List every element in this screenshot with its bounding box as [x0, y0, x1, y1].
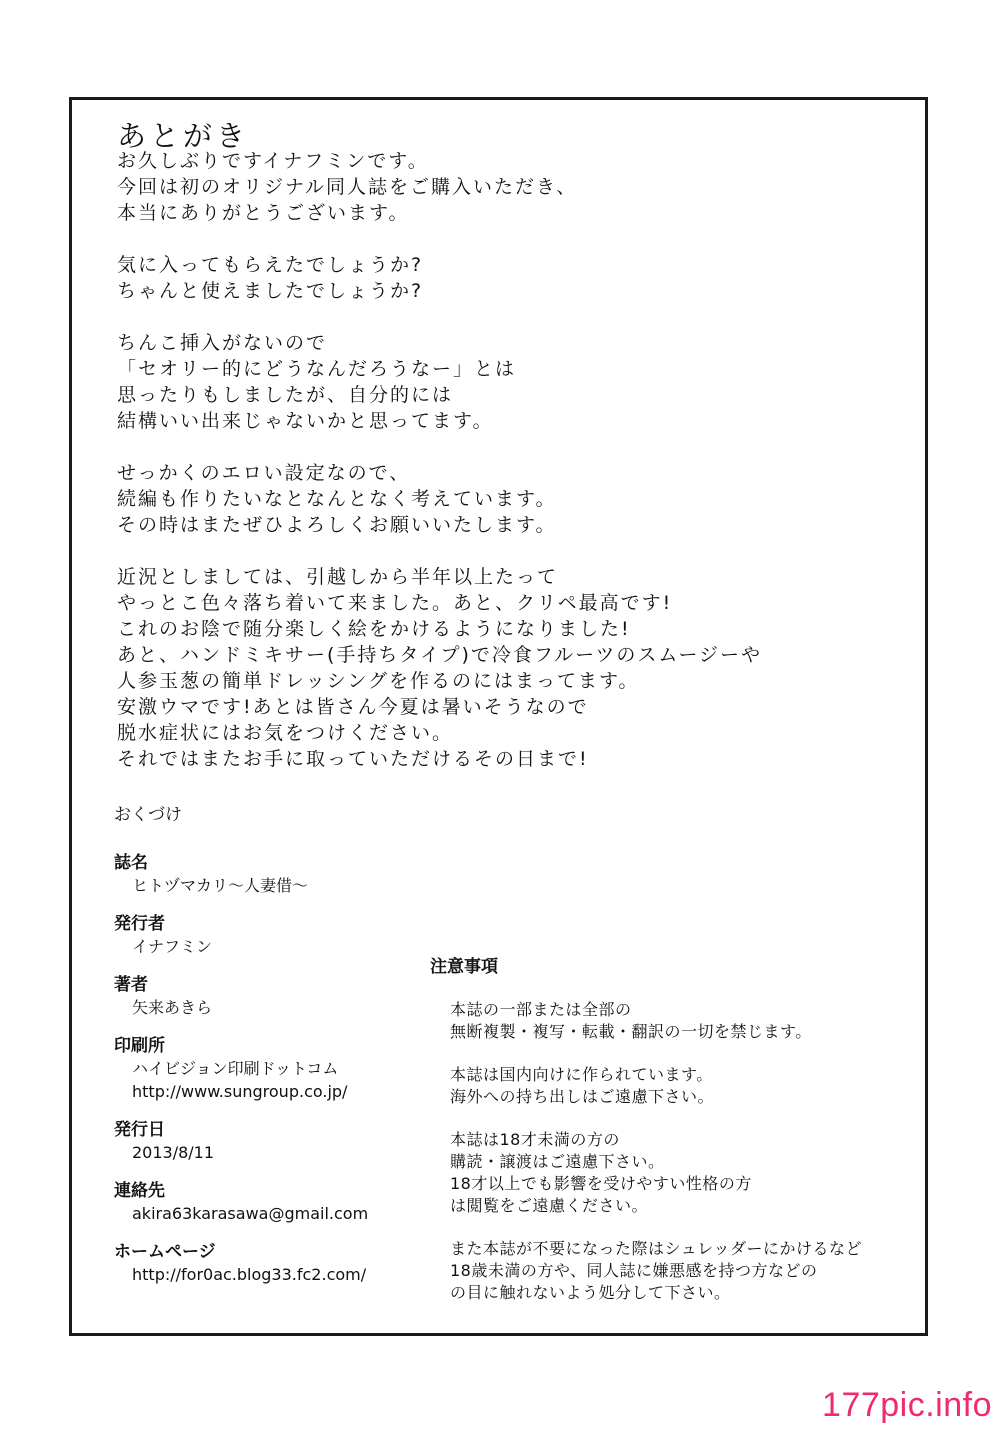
afterword-line: せっかくのエロい設定なので、: [117, 462, 411, 484]
afterword-line: お久しぶりですイナフミンです。: [117, 150, 429, 172]
colophon-field-value: http://www.sungroup.co.jp/: [132, 1082, 348, 1101]
colophon-field-value: 矢来あきら: [132, 998, 213, 1017]
colophon-title: おくづけ: [114, 805, 182, 825]
afterword-line: 人参玉葱の簡単ドレッシングを作るのにはまってます。: [117, 670, 640, 692]
notes-block: [450, 1238, 920, 1304]
colophon-field-value: 2013/8/11: [132, 1143, 215, 1162]
afterword-line: 「セオリー的にどうなんだろうなー」とは: [117, 358, 517, 380]
notes-line: 18歳未満の方や、同人誌に嫌悪感を持つ方などの: [450, 1261, 818, 1280]
notes-line: の目に触れないよう処分して下さい。: [450, 1283, 731, 1302]
afterword-heading: あとがき: [117, 119, 250, 153]
afterword-line: 気に入ってもらえたでしょうか?: [117, 254, 424, 276]
afterword-line: 思ったりもしましたが、自分的には: [117, 384, 454, 406]
colophon-field-label: 発行日: [114, 1120, 165, 1140]
colophon-field-label: 連絡先: [114, 1181, 165, 1201]
notes-block: [450, 999, 920, 1043]
colophon-field: [114, 974, 434, 1019]
afterword-line: それではまたお手に取っていただけるその日まで!: [117, 748, 589, 770]
colophon-field: [114, 913, 434, 958]
colophon-field-label: ホームページ: [114, 1242, 216, 1262]
colophon: [114, 803, 434, 1302]
notes-line: 購読・譲渡はご遠慮下さい。: [450, 1152, 665, 1171]
colophon-field-value: イナフミン: [132, 937, 213, 956]
colophon-field-value: ハイビジョン印刷ドットコム: [132, 1059, 339, 1078]
colophon-field-value: akira63karasawa@gmail.com: [132, 1204, 369, 1223]
afterword-line: ちんこ挿入がないので: [117, 332, 328, 354]
afterword-line: 続編も作りたいなとなんとなく考えています。: [117, 488, 557, 510]
afterword-paragraph: [117, 148, 897, 226]
colophon-field-label: 著者: [114, 975, 148, 995]
afterword-body: [117, 148, 897, 798]
notes-line: 本誌の一部または全部の: [450, 1000, 632, 1019]
afterword-line: 脱水症状にはお気をつけください。: [117, 722, 454, 744]
colophon-field-label: 誌名: [114, 853, 148, 873]
colophon-field: [114, 1241, 434, 1286]
notes-line: 本誌は18才未満の方の: [450, 1130, 620, 1149]
afterword-line: 今回は初のオリジナル同人誌をご購入いただき、: [117, 176, 578, 198]
colophon-field-label: 印刷所: [114, 1036, 165, 1056]
colophon-field: [114, 1180, 434, 1225]
afterword-paragraph: [117, 564, 897, 772]
afterword-paragraph: [117, 252, 897, 304]
afterword-line: 近況としましては、引越しから半年以上たって: [117, 566, 559, 588]
notes-line: また本誌が不要になった際はシュレッダーにかけるなど: [450, 1239, 863, 1258]
colophon-field-label: 発行者: [114, 914, 165, 934]
notes-line: 18才以上でも影響を受けやすい性格の方: [450, 1174, 752, 1193]
colophon-field: [114, 852, 434, 897]
afterword-paragraph: [117, 330, 897, 434]
colophon-field: [114, 1119, 434, 1164]
notes-block: [450, 1064, 920, 1108]
notes-line: 本誌は国内向けに作られています。: [450, 1065, 713, 1084]
colophon-field: [114, 1035, 434, 1103]
colophon-fields: [114, 852, 434, 1286]
afterword-paragraph: [117, 460, 897, 538]
notes-blocks: [430, 999, 920, 1304]
notes-line: は閲覧をご遠慮ください。: [450, 1196, 649, 1215]
notes-title: 注意事項: [430, 957, 498, 977]
notes-line: 海外への持ち出しはご遠慮下さい。: [450, 1087, 715, 1106]
site-watermark: 177pic.info: [822, 1386, 992, 1424]
afterword-line: 本当にありがとうございます。: [117, 202, 410, 224]
afterword-line: これのお陰で随分楽しく絵をかけるようになりました!: [117, 618, 631, 640]
afterword-line: やっとこ色々落ち着いて来ました。あと、クリペ最高です!: [117, 592, 673, 614]
notes-block: [450, 1129, 920, 1217]
afterword-line: ちゃんと使えましたでしょうか?: [117, 280, 424, 302]
notes-section: [430, 956, 920, 1325]
afterword-line: 安激ウマです!あとは皆さん今夏は暑いそうなので: [117, 696, 589, 718]
afterword-line: その時はまたぜひよろしくお願いいたします。: [117, 514, 557, 536]
colophon-field-value: http://for0ac.blog33.fc2.com/: [132, 1265, 367, 1284]
afterword-line: あと、ハンドミキサー(手持ちタイプ)で冷食フルーツのスムージーや: [117, 644, 763, 666]
afterword-line: 結構いい出来じゃないかと思ってます。: [117, 410, 494, 432]
colophon-field-value: ヒトヅマカリ〜人妻借〜: [132, 876, 309, 895]
notes-line: 無断複製・複写・転載・翻訳の一切を禁じます。: [450, 1022, 812, 1041]
